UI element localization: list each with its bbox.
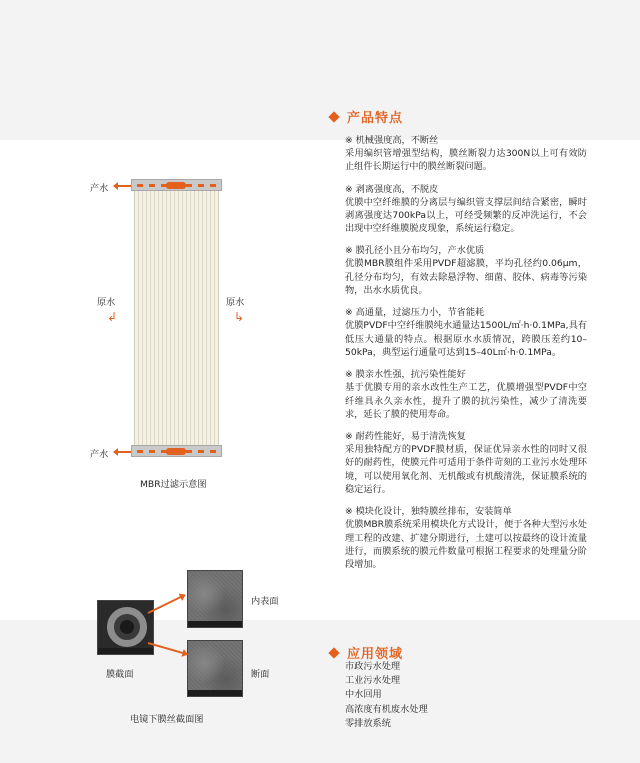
- cross-section-label: 膜截面: [106, 669, 134, 680]
- applications-title: 应用领域: [347, 647, 404, 662]
- sem-caption: 电镜下膜丝截面图: [130, 714, 204, 725]
- product-water-bottom-label: 产水: [90, 449, 109, 460]
- feature-item: [345, 183, 587, 236]
- inflow-curve-arrow-icon: ↳: [234, 310, 245, 324]
- mbr-diagram-caption: MBR过滤示意图: [140, 479, 207, 490]
- header-badge-icon: [166, 448, 186, 455]
- applications-list: [345, 660, 428, 731]
- feature-title: ※ 高通量，过滤压力小，节省能耗: [345, 307, 485, 319]
- feature-description: 采用编织管增强型结构，膜丝断裂力达300N以上可有效防止组件长期运行中的膜丝断裂问题。: [345, 148, 587, 173]
- feature-description: 采用独特配方的PVDF膜材质，保证优异亲水性的同时又很好的耐药性，使膜元件可适用于条件苛刻的工业污水处理环境，可以使用氧化剂、无机酸或有机酸清洗，保证膜系统的稳定运行。: [345, 444, 587, 496]
- outflow-arrow-icon: [117, 451, 131, 453]
- feature-title: ※ 模块化设计，独特膜丝排布，安装简单: [345, 506, 512, 518]
- feature-title: ※ 耐药性能好，易于清洗恢复: [345, 431, 466, 443]
- features-list: [345, 134, 587, 581]
- bottom-background-band: [0, 620, 640, 763]
- feature-title: ※ 机械强度高，不断丝: [345, 135, 439, 146]
- raw-water-right-label: 原水: [226, 297, 245, 308]
- features-title: 产品特点: [347, 111, 404, 126]
- inflow-curve-arrow-icon: ↲: [107, 310, 118, 324]
- diamond-bullet-icon: [328, 111, 339, 122]
- mbr-module-illustration: [131, 179, 222, 457]
- feature-description: 优膜MBR膜组件采用PVDF超滤膜，平均孔径约0.06μm，孔径分布均匀，有效去除悬浮物、细菌、胶体、病毒等污染物，出水水质优良。: [345, 258, 587, 297]
- feature-description: 优膜MBR膜系统采用模块化方式设计，便于各种大型污水处理工程的改建、扩建分期进行，土建可以按最终的设计流量进行，而膜系统的膜元件数量可根据工程要求的处理量分阶段增加。: [345, 519, 587, 571]
- feature-item: [345, 306, 587, 359]
- application-item: 高浓度有机废水处理: [345, 703, 428, 715]
- diamond-bullet-icon: [328, 647, 339, 658]
- feature-title: ※ 膜亲水性强，抗污染性能好: [345, 369, 466, 381]
- module-top-header: [131, 179, 222, 191]
- product-water-top-label: 产水: [90, 183, 109, 194]
- feature-description: 优膜中空纤维膜的分离层与编织管支撑层间结合紧密，瞬时剥离强度达700kPa以上，可经受频繁的反冲洗运行，不会出现中空纤维膜脱皮现象，系统运行稳定。: [345, 196, 587, 235]
- feature-item: [345, 244, 587, 297]
- feature-description: 基于优膜专用的亲水改性生产工艺，优膜增强型PVDF中空纤维具永久亲水性，提升了膜的抗污染性，减少了清洗要求，延长了膜的使用寿命。: [345, 382, 587, 420]
- feature-description: 优膜PVDF中空纤维膜纯水通量达1500L/㎡·h·0.1MPa,具有低压大通量的特点。根据原水水质情况，跨膜压差约10–50kPa，典型运行通量可达到15–40L㎡·h·0.1MPa。: [345, 320, 587, 358]
- sem-cross-section-image: [97, 600, 154, 655]
- feature-item: [345, 505, 587, 571]
- feature-item: [345, 430, 587, 496]
- feature-item: [345, 368, 587, 421]
- sem-inner-surface-image: [187, 570, 243, 628]
- section-label: 断面: [251, 669, 270, 680]
- module-bottom-header: [131, 445, 222, 457]
- header-badge-icon: [166, 182, 186, 189]
- application-item: 中水回用: [345, 689, 382, 701]
- features-heading: [330, 107, 403, 126]
- application-item: 市政污水处理: [345, 661, 401, 672]
- hollow-fiber-bundle: [134, 191, 219, 445]
- sem-section-image: [187, 640, 243, 697]
- raw-water-left-label: 原水: [97, 297, 116, 308]
- feature-title: ※ 剥离强度高，不脱皮: [345, 183, 439, 195]
- inner-surface-label: 内表面: [251, 596, 279, 607]
- application-item: 工业污水处理: [345, 675, 401, 687]
- application-item: 零排放系统: [345, 717, 391, 729]
- outflow-arrow-icon: [117, 185, 131, 187]
- feature-item: [345, 134, 587, 174]
- feature-title: ※ 膜孔径小且分布均匀，产水优质: [345, 245, 485, 257]
- top-background-band: [0, 0, 640, 140]
